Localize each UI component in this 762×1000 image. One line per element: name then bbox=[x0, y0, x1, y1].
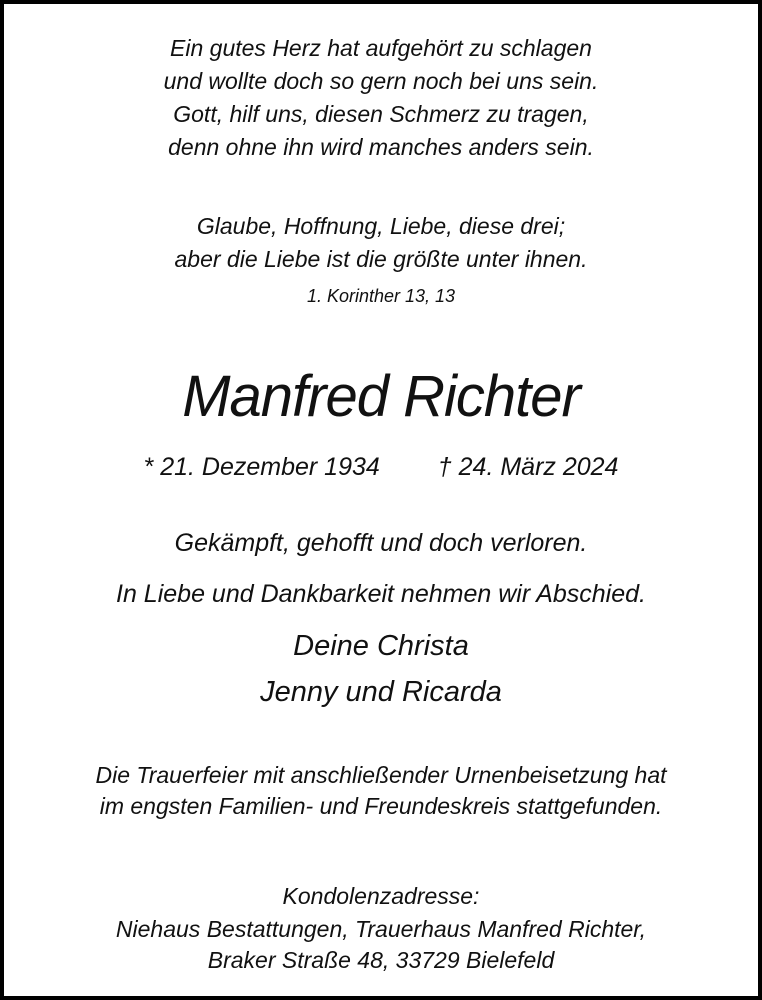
bible-reference: 1. Korinther 13, 13 bbox=[306, 286, 456, 306]
farewell-line: In Liebe und Dankbarkeit nehmen wir Abschied. bbox=[116, 580, 646, 608]
birth-date: * 21. Dezember 1934 bbox=[143, 453, 380, 481]
farewell-line: Gekämpft, gehofft und doch verloren. bbox=[174, 529, 588, 557]
family-member-line: Deine Christa bbox=[293, 630, 469, 662]
condolence-heading: Kondolenzadresse: bbox=[282, 883, 480, 909]
deceased-name: Manfred Richter bbox=[182, 364, 580, 429]
funeral-note-line: Die Trauerfeier mit anschließender Urnenbeisetzung hat bbox=[95, 762, 667, 788]
verse-line: Gott, hilf uns, diesen Schmerz zu tragen, bbox=[173, 101, 589, 127]
verse-line: Ein gutes Herz hat aufgehört zu schlagen bbox=[170, 35, 592, 61]
condolence-address-line: Braker Straße 48, 33729 Bielefeld bbox=[207, 947, 555, 973]
bible-verse-line: aber die Liebe ist die größte unter ihnen. bbox=[174, 246, 588, 272]
verse-line: denn ohne ihn wird manches anders sein. bbox=[168, 134, 594, 160]
bible-verse-line: Glaube, Hoffnung, Liebe, diese drei; bbox=[196, 213, 566, 239]
funeral-note-line: im engsten Familien- und Freundeskreis stattgefunden. bbox=[99, 793, 663, 819]
condolence-address-line: Niehaus Bestattungen, Trauerhaus Manfred Richter, bbox=[115, 916, 647, 942]
verse-line: und wollte doch so gern noch bei uns sein. bbox=[163, 68, 599, 94]
death-date: † 24. März 2024 bbox=[437, 453, 619, 481]
family-member-line: Jenny und Ricarda bbox=[260, 676, 502, 708]
life-dates bbox=[4, 455, 758, 480]
